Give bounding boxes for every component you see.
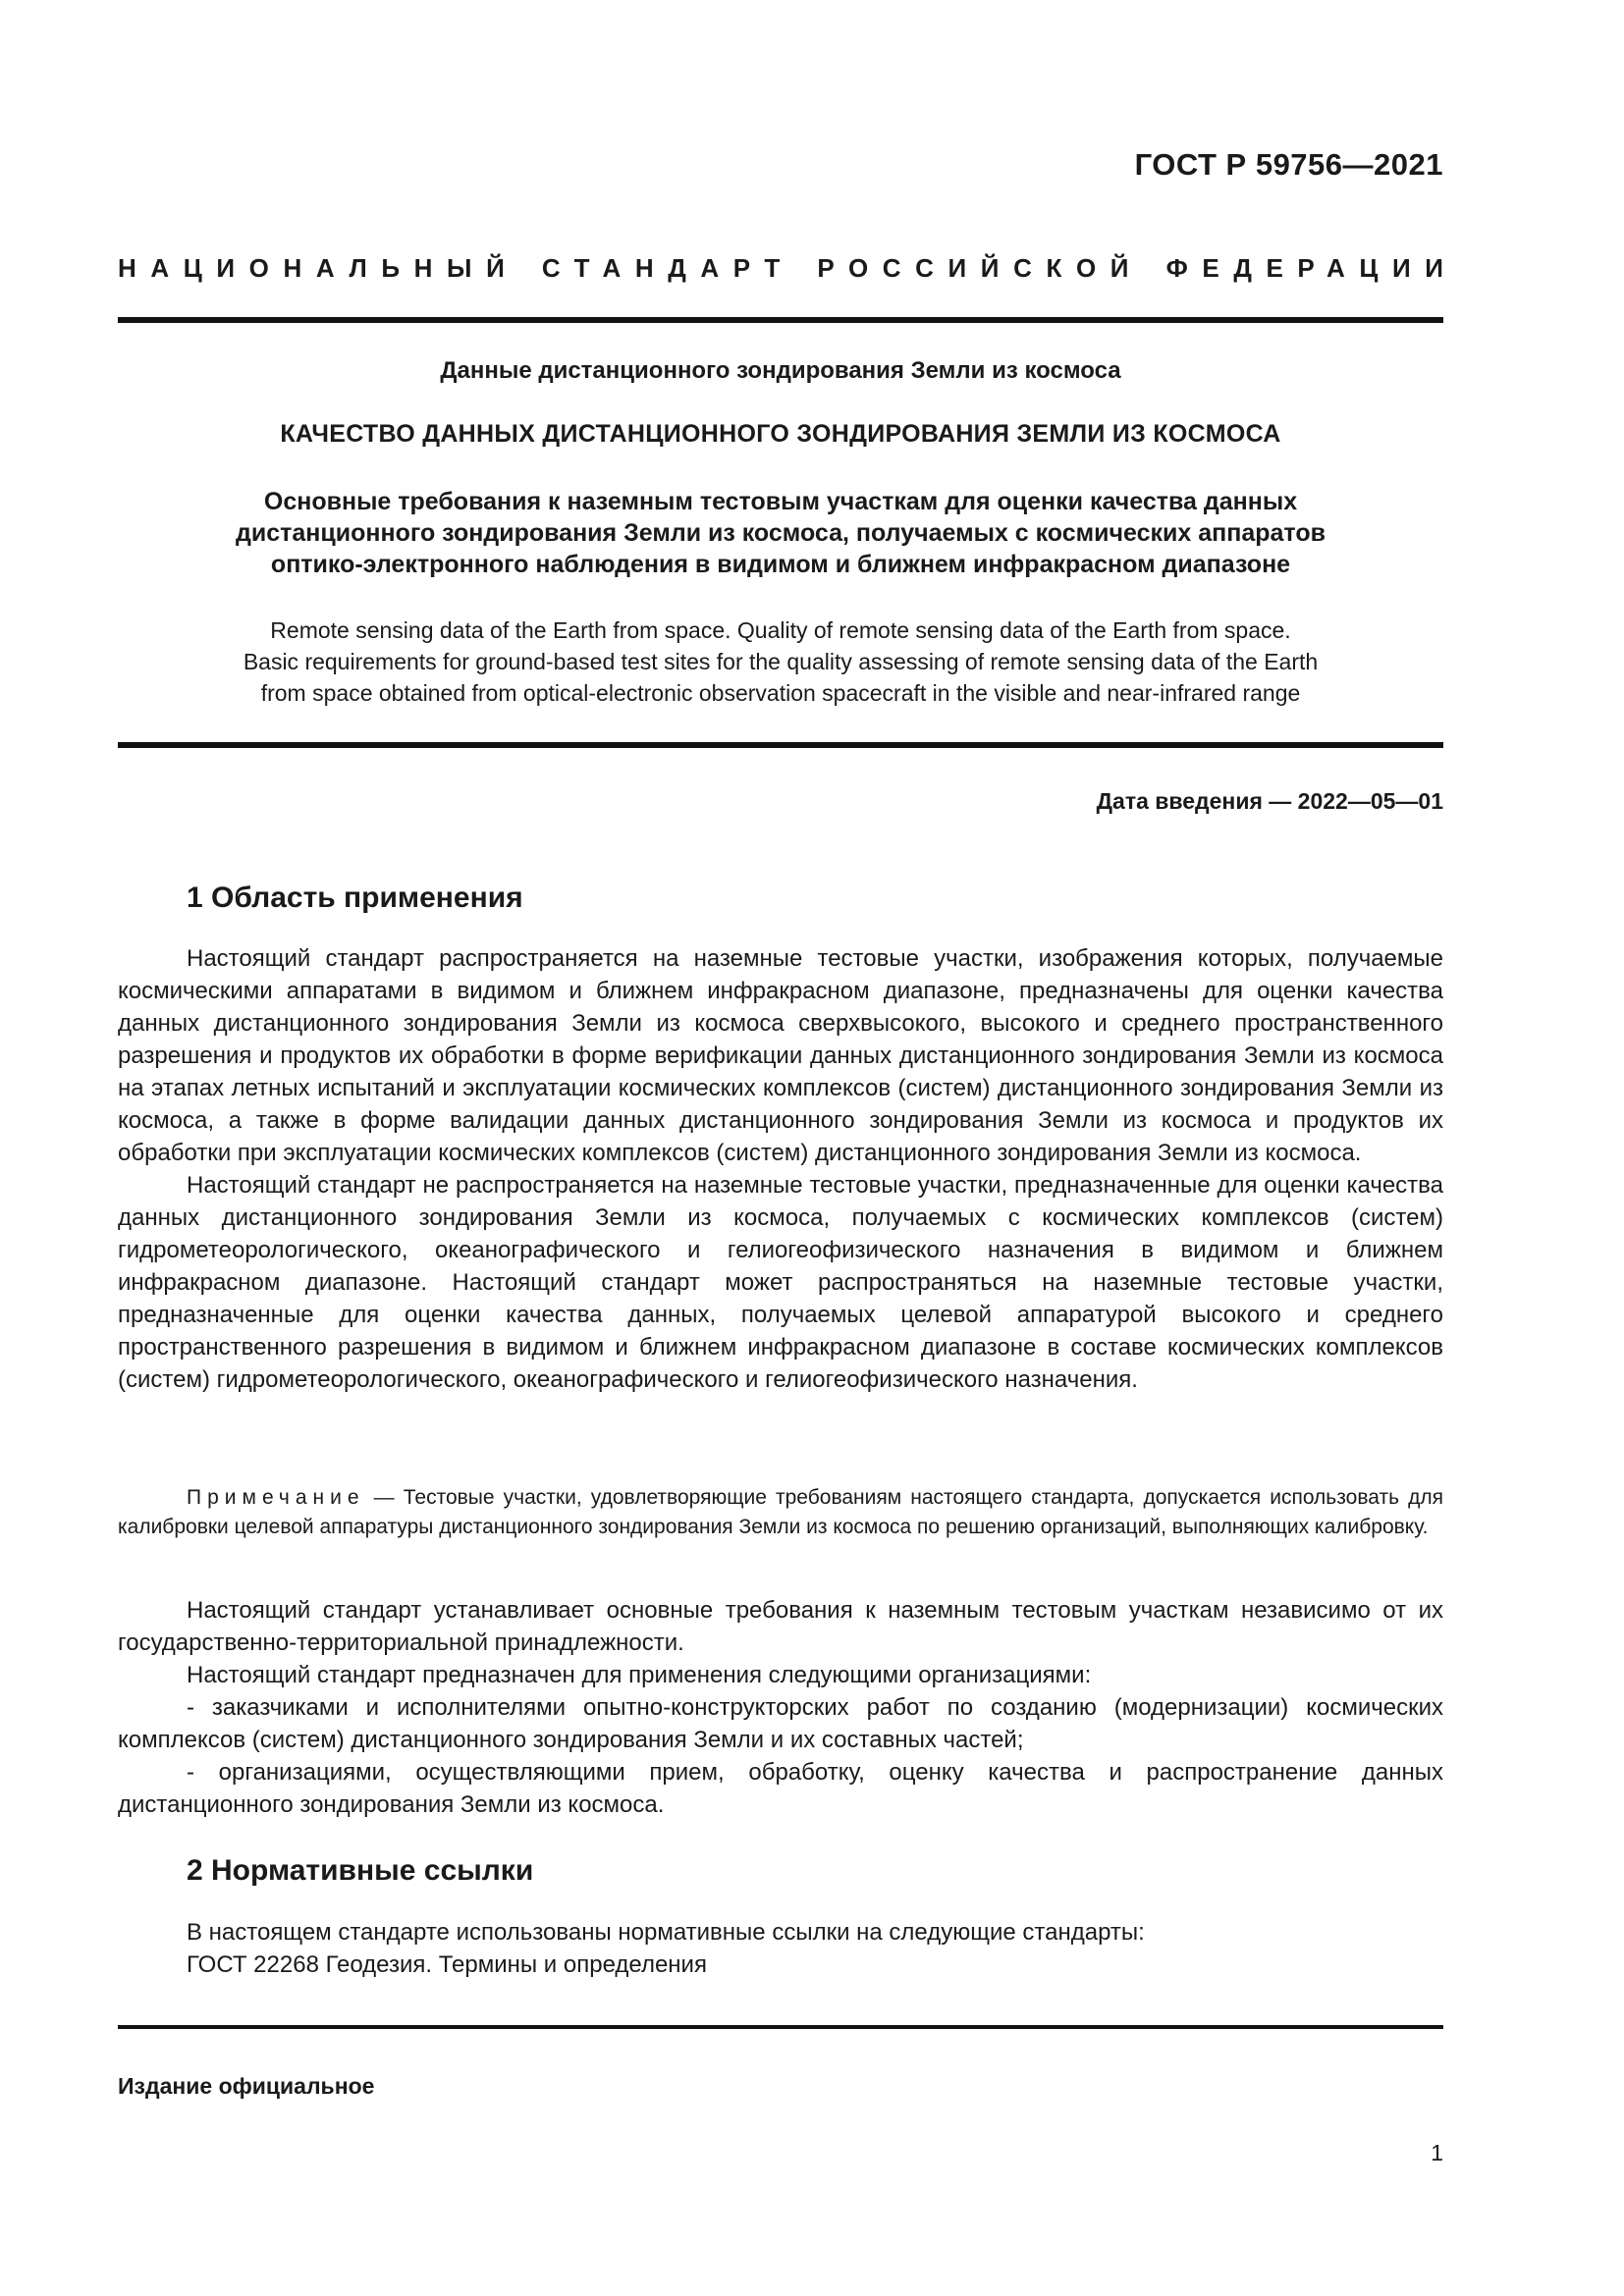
gost-code: ГОСТ Р 59756—2021 xyxy=(1134,147,1443,182)
note-paragraph xyxy=(118,1483,1443,1542)
note-text: — Тестовые участки, удовлетворяющие требованиям настоящего стандарта, допускается использовать для калибровки целевой аппаратуры дистанционного зондирования Земли из космоса по решению организаций, выполняющих калибровку. xyxy=(118,1486,1443,1538)
section-1-body-continued xyxy=(118,1594,1443,1821)
english-line: Remote sensing data of the Earth from space. Quality of remote sensing data of the Earth from space. xyxy=(270,617,1291,643)
subtitle-line: Основные требования к наземным тестовым участкам для оценки качества данных xyxy=(263,488,1298,515)
national-standard-heading xyxy=(118,253,1458,284)
subtitle-line: дистанционного зондирования Земли из космоса, получаемых с космических аппаратов xyxy=(236,519,1326,547)
title-line-1: Данные дистанционного зондирования Земли из космоса xyxy=(440,357,1121,384)
paragraph: Настоящий стандарт устанавливает основные требования к наземным тестовым участкам независимо от их государственно-территориальной принадлежности. xyxy=(118,1597,1443,1656)
subtitle-line: оптико-электронного наблюдения в видимом и ближнем инфракрасном диапазоне xyxy=(270,551,1291,578)
reference-item: ГОСТ 22268 Геодезия. Термины и определения xyxy=(187,1951,707,1978)
header-divider xyxy=(118,317,1443,323)
paragraph: Настоящий стандарт распространяется на наземные тестовые участки, изображения которых, получаемые космическими аппаратами в видимом и ближнем инфракрасном диапазоне, предназначены для оценки качества данных дистанционного зондирования Земли из космоса сверхвысокого, высокого и среднего пространственного разрешения и продуктов их обработки в форме верификации данных дистанционного зондирования Земли из космоса на этапах летных испытаний и эксплуатации космических комплексов (систем) дистанционного зондирования Земли из космоса, а также в форме валидации данных дистанционного зондирования Земли из космоса и продуктов их обработки при эксплуатации космических комплексов (систем) дистанционного зондирования Земли из космоса. xyxy=(118,945,1443,1166)
paragraph: Настоящий стандарт предназначен для применения следующими организациями: xyxy=(187,1662,1092,1688)
title-subtitle xyxy=(118,486,1443,580)
document-page xyxy=(118,0,1458,2296)
edition-label: Издание официальное xyxy=(118,2073,375,2099)
english-line: Basic requirements for ground-based test sites for the quality assessing of remote sensing data of the Earth xyxy=(243,649,1319,674)
title-line-2: КАЧЕСТВО ДАННЫХ ДИСТАНЦИОННОГО ЗОНДИРОВАНИЯ ЗЕМЛИ ИЗ КОСМОСА xyxy=(280,420,1281,448)
footer-divider xyxy=(118,2025,1443,2029)
national-word: СТАНДАРТ xyxy=(541,253,794,283)
intro-date: Дата введения — 2022—05—01 xyxy=(1096,788,1443,814)
section-1-heading: 1 Область применения xyxy=(187,881,523,914)
section-2-heading: 2 Нормативные ссылки xyxy=(187,1854,534,1887)
title-english xyxy=(118,614,1443,709)
list-item: - заказчиками и исполнителями опытно-конструкторских работ по созданию (модернизации) космических комплексов (систем) дистанционного зондирования Земли и их составных частей; xyxy=(118,1694,1443,1753)
national-word: НАЦИОНАЛЬНЫЙ xyxy=(118,253,519,283)
section-2-body xyxy=(118,1916,1443,1981)
paragraph: В настоящем стандарте использованы нормативные ссылки на следующие стандарты: xyxy=(187,1919,1145,1946)
note-label: Примечание xyxy=(187,1486,365,1509)
page-number: 1 xyxy=(1431,2140,1443,2165)
paragraph: Настоящий стандарт не распространяется на наземные тестовые участки, предназначенные для оценки качества данных дистанционного зондирования Земли из космоса, получаемых с космических комплексов (систем) гидрометеорологического, океанографического и гелиогеофизического назначения в видимом и ближнем инфракрасном диапазоне. Настоящий стандарт может распространяться на наземные тестовые участки, предназначенные для оценки качества данных, получаемых целевой аппаратурой высокого и среднего пространственного разрешения в видимом и ближнем инфракрасном диапазоне в составе космических комплексов (систем) гидрометеорологического, океанографического и гелиогеофизического назначения. xyxy=(118,1172,1443,1393)
list-item: - организациями, осуществляющими прием, обработку, оценку качества и распространение данных дистанционного зондирования Земли из космоса. xyxy=(118,1759,1443,1818)
english-line: from space obtained from optical-electronic observation spacecraft in the visible and near-infrared range xyxy=(260,680,1301,706)
national-word: ФЕДЕРАЦИИ xyxy=(1165,253,1458,283)
title-divider xyxy=(118,742,1443,748)
national-word: РОССИЙСКОЙ xyxy=(817,253,1144,283)
note xyxy=(118,1483,1443,1542)
section-1-body xyxy=(118,942,1443,1396)
